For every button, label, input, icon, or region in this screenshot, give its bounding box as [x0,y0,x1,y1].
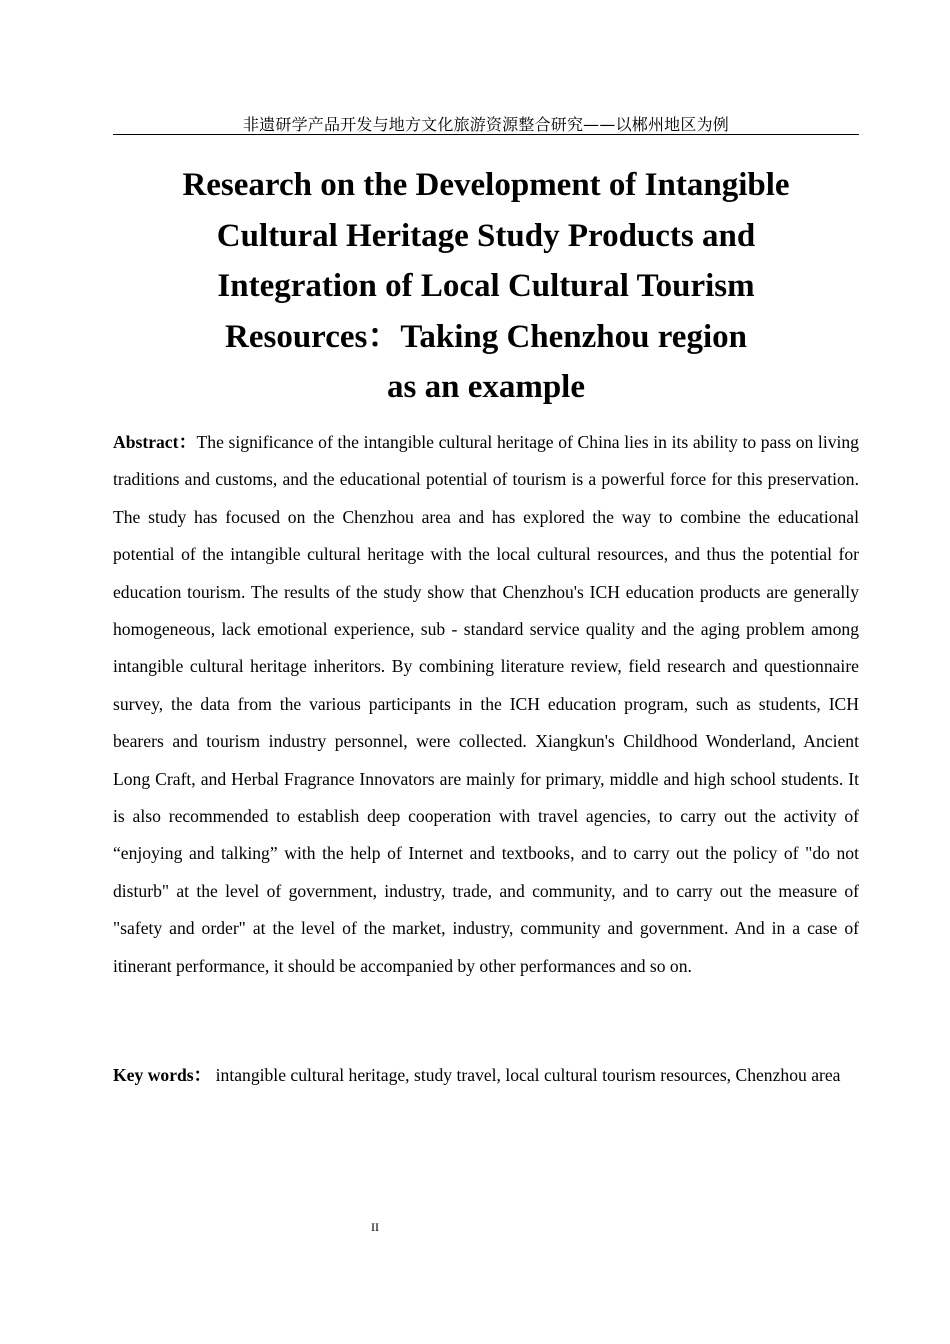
title-line: as an example [387,369,585,405]
abstract-paragraph [113,424,859,985]
title-line: Cultural Heritage Study Products and [216,217,756,254]
title-line: Research on the Development of Intangible [182,167,790,203]
paper-title [113,160,859,413]
keywords-text: intangible cultural heritage, study travel, local cultural tourism resources, Chenzhou area [215,1065,841,1085]
keywords-paragraph [113,1057,859,1094]
header-rule [113,134,859,135]
page-number: II [371,1220,379,1234]
abstract-label: Abstract： [113,432,197,452]
keywords-label: Key words： [113,1065,212,1085]
title-line: Resources：Taking Chenzhou region [225,318,747,355]
abstract-text: The significance of the intangible cultural heritage of China lies in its ability to pass on living traditions and customs, and the educational potential of tourism is a powerful force for this preservation. The study has focused on the Chenzhou area and has explored the way to combine the educational potential of the intangible cultural heritage with the local cultural resources, and thus the potential for education tourism. The results of the study show that Chenzhou's ICH education products are generally homogeneous, lack emotional experience, sub - standard service quality and the aging problem among intangible cultural heritage inheritors. By combining literature review, field research and questionnaire survey, the data from the various participants in the ICH education program, such as students, ICH bearers and tourism industry personnel, were collected. Xiangkun's Childhood Wonderland, Ancient Long Craft, and Herbal Fragrance Innovators are mainly for primary, middle and high school students. It is also recommended to establish deep cooperation with travel agencies, to carry out the activity of “enjoying and talking” with the help of Internet and textbooks, and to carry out the policy of "do not disturb" at the level of government, industry, trade, and community, and to carry out the measure of "safety and order" at the level of the market, industry, community and government. And in a case of itinerant performance, it should be accompanied by other performances and so on. [113,432,859,976]
title-line: Integration of Local Cultural Tourism [217,268,755,304]
running-header: 非遗研学产品开发与地方文化旅游资源整合研究——以郴州地区为例 [242,115,729,134]
